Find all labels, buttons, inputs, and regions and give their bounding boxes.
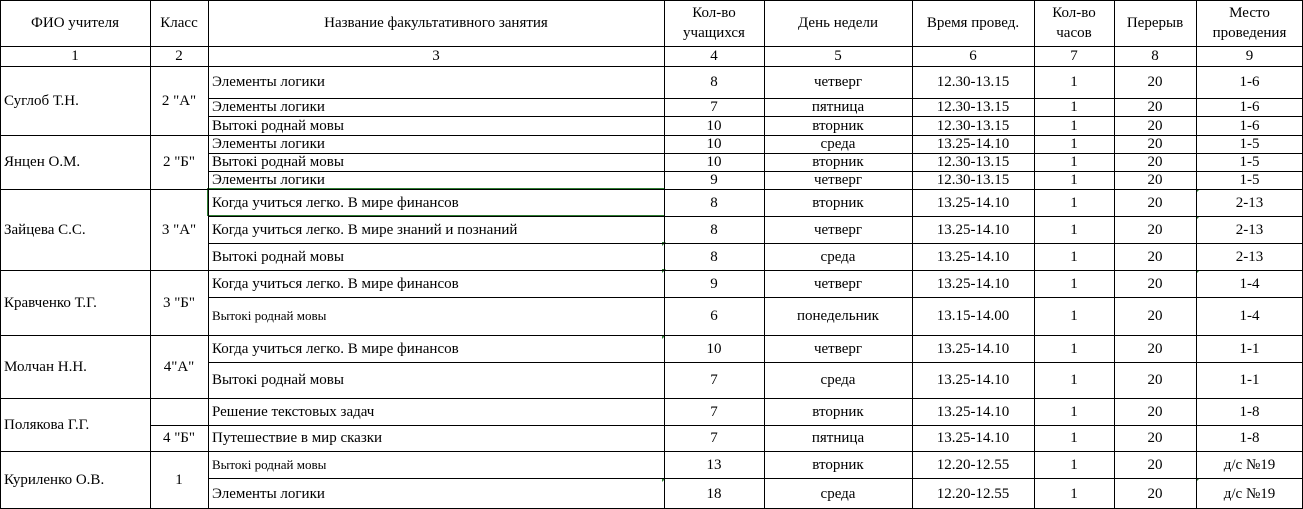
grid-hline [0, 270, 1303, 271]
day-cell[interactable]: вторник [812, 154, 864, 170]
break-cell[interactable]: 20 [1147, 136, 1163, 152]
teacher-cell[interactable]: Янцен О.М. [4, 154, 81, 170]
time-cell[interactable]: 13.25-14.10 [936, 194, 1010, 211]
day-cell[interactable]: понедельник [797, 308, 879, 324]
time-cell[interactable]: 13.15-14.00 [936, 308, 1010, 324]
day-cell[interactable]: вторник [812, 456, 864, 473]
teacher-cell[interactable]: Зайцева С.С. [4, 221, 86, 238]
hours-cell[interactable]: 1 [1070, 308, 1078, 324]
break-cell[interactable]: 20 [1147, 340, 1163, 357]
grid-vline [1196, 0, 1197, 509]
time-cell[interactable]: 12.30-13.15 [936, 154, 1010, 170]
break-cell[interactable]: 20 [1147, 456, 1163, 473]
header-hours [1034, 0, 1114, 46]
grid-hline [0, 189, 1303, 190]
column-number: 3 [432, 48, 440, 64]
class-cell[interactable]: 2 "А" [161, 92, 197, 109]
students-cell[interactable]: 7 [710, 372, 718, 388]
grid-hline [208, 153, 1303, 154]
hours-cell[interactable]: 1 [1070, 248, 1078, 265]
break-cell[interactable]: 20 [1147, 194, 1163, 211]
header-day: День недели [798, 15, 878, 31]
column-number: 9 [1245, 48, 1254, 64]
students-cell[interactable]: 9 [710, 172, 718, 188]
students-cell[interactable]: 7 [710, 99, 718, 115]
class-cell[interactable]: 1 [175, 472, 183, 488]
students-cell[interactable]: 8 [710, 74, 718, 90]
place-cell[interactable]: 2-13 [1235, 194, 1264, 211]
grid-hline [208, 116, 1303, 117]
header-class: Класс [160, 15, 198, 31]
day-cell[interactable]: пятница [811, 430, 865, 446]
course-cell[interactable]: Решение текстовых задач [212, 403, 375, 420]
hours-cell[interactable]: 1 [1070, 485, 1078, 502]
place-cell[interactable]: 1-5 [1239, 136, 1260, 152]
day-cell[interactable]: вторник [812, 403, 864, 420]
students-cell[interactable]: 10 [706, 118, 722, 134]
hours-cell[interactable]: 1 [1070, 154, 1078, 170]
course-cell[interactable]: Вытокі роднай мовы [212, 308, 327, 323]
students-cell[interactable]: 9 [710, 275, 718, 292]
course-cell[interactable]: Элементы логики [212, 485, 325, 502]
header-students-line2: учащихся [683, 25, 745, 41]
break-cell[interactable]: 20 [1147, 118, 1163, 134]
time-cell[interactable]: 12.20-12.55 [936, 456, 1010, 473]
grid-hline [208, 171, 1303, 172]
course-cell[interactable]: Вытокі роднай мовы [212, 248, 344, 265]
place-cell[interactable]: 1-6 [1239, 74, 1260, 90]
grid-hline [0, 398, 1303, 399]
grid-hline [208, 478, 1303, 479]
place-cell[interactable]: 1-1 [1239, 372, 1260, 388]
day-cell[interactable]: пятница [811, 99, 865, 115]
header-students-line1: Кол-во [692, 5, 736, 21]
break-cell[interactable]: 20 [1147, 74, 1163, 90]
hours-cell[interactable]: 1 [1070, 99, 1078, 115]
grid-hline [0, 451, 1303, 452]
day-cell[interactable]: среда [820, 136, 856, 152]
students-cell[interactable]: 10 [706, 136, 722, 152]
grid-vline [664, 0, 665, 509]
cell-selection [207, 188, 665, 216]
hours-cell[interactable]: 1 [1070, 372, 1078, 388]
place-cell[interactable]: 1-4 [1239, 308, 1260, 324]
students-cell[interactable]: 8 [710, 194, 718, 211]
course-cell[interactable]: Когда учиться легко. В мире финансов [212, 194, 459, 211]
time-cell[interactable]: 13.25-14.10 [936, 403, 1010, 420]
column-number: 1 [71, 48, 79, 64]
course-cell[interactable]: Путешествие в мир сказки [212, 430, 383, 446]
column-number: 6 [969, 48, 977, 64]
day-cell[interactable]: четверг [813, 340, 863, 357]
hours-cell[interactable]: 1 [1070, 136, 1078, 152]
grid-vline [0, 0, 1, 509]
class-cell[interactable]: 3 "Б" [162, 294, 196, 311]
hours-cell[interactable]: 1 [1070, 430, 1078, 446]
time-cell[interactable]: 13.25-14.10 [936, 340, 1010, 357]
grid-hline [0, 46, 1303, 47]
time-cell[interactable]: 13.25-14.10 [936, 248, 1010, 265]
grid-hline [0, 335, 1303, 336]
hours-cell[interactable]: 1 [1070, 221, 1078, 238]
students-cell[interactable]: 7 [710, 430, 718, 446]
class-cell[interactable]: 3 "А" [161, 221, 197, 238]
day-cell[interactable]: четверг [813, 74, 863, 90]
teacher-cell[interactable]: Молчан Н.Н. [4, 358, 87, 375]
column-number: 8 [1151, 48, 1159, 64]
column-number: 4 [710, 48, 718, 64]
break-cell[interactable]: 20 [1147, 248, 1163, 265]
break-cell[interactable]: 20 [1147, 403, 1163, 420]
grid-vline [1114, 0, 1115, 509]
grid-hline [208, 243, 1303, 244]
place-cell[interactable]: 1-4 [1239, 275, 1260, 292]
course-cell[interactable]: Вытокі роднай мовы [212, 372, 344, 388]
column-number: 5 [834, 48, 842, 64]
day-cell[interactable]: вторник [812, 194, 864, 211]
students-cell[interactable]: 10 [706, 154, 722, 170]
hours-cell[interactable]: 1 [1070, 118, 1078, 134]
break-cell[interactable]: 20 [1147, 308, 1163, 324]
break-cell[interactable]: 20 [1147, 485, 1163, 502]
day-cell[interactable]: вторник [812, 118, 864, 134]
header-time: Время провед. [926, 15, 1020, 31]
place-cell[interactable]: 1-1 [1239, 340, 1260, 357]
course-cell[interactable]: Элементы логики [212, 99, 325, 115]
hours-cell[interactable]: 1 [1070, 194, 1078, 211]
break-cell[interactable]: 20 [1147, 221, 1163, 238]
break-cell[interactable]: 20 [1147, 172, 1163, 188]
class-cell[interactable]: 4"А" [163, 358, 195, 375]
class-cell[interactable]: 4 "Б" [162, 430, 196, 446]
time-cell[interactable]: 13.25-14.10 [936, 221, 1010, 238]
break-cell[interactable]: 20 [1147, 99, 1163, 115]
time-cell[interactable]: 13.25-14.10 [936, 136, 1010, 152]
place-cell[interactable]: 2-13 [1235, 248, 1264, 265]
course-cell[interactable]: Вытокі роднай мовы [212, 118, 344, 134]
hours-cell[interactable]: 1 [1070, 403, 1078, 420]
grid-vline [150, 0, 151, 509]
teacher-cell[interactable]: Суглоб Т.Н. [4, 92, 79, 109]
time-cell[interactable]: 12.30-13.15 [936, 172, 1010, 188]
place-cell[interactable]: 1-5 [1239, 154, 1260, 170]
day-cell[interactable]: четверг [813, 221, 863, 238]
break-cell[interactable]: 20 [1147, 154, 1163, 170]
time-cell[interactable]: 12.30-13.15 [936, 118, 1010, 134]
hours-cell[interactable]: 1 [1070, 172, 1078, 188]
grid-hline [208, 297, 1303, 298]
students-cell[interactable]: 6 [710, 308, 718, 324]
students-cell[interactable]: 8 [710, 221, 718, 238]
break-cell[interactable]: 20 [1147, 275, 1163, 292]
students-cell[interactable]: 8 [710, 248, 718, 265]
day-cell[interactable]: среда [820, 248, 856, 265]
header-students [664, 0, 764, 46]
place-cell[interactable]: 1-8 [1239, 403, 1260, 420]
teacher-cell[interactable]: Полякова Г.Г. [4, 416, 90, 433]
grid-hline [0, 0, 1303, 1]
header-hours-line2: часов [1056, 25, 1092, 41]
course-cell[interactable]: Когда учиться легко. В мире финансов [212, 340, 459, 357]
grid-hline [150, 425, 1303, 426]
place-cell[interactable]: 1-8 [1239, 430, 1260, 446]
time-cell[interactable]: 12.30-13.15 [936, 74, 1010, 90]
time-cell[interactable]: 13.25-14.10 [936, 372, 1010, 388]
place-cell[interactable]: 2-13 [1235, 221, 1264, 238]
place-cell[interactable]: д/с №19 [1223, 485, 1276, 502]
header-hours-line1: Кол-во [1052, 5, 1096, 21]
day-cell[interactable]: четверг [813, 275, 863, 292]
time-cell[interactable]: 13.25-14.10 [936, 430, 1010, 446]
time-cell[interactable]: 12.30-13.15 [936, 99, 1010, 115]
course-cell[interactable]: Когда учиться легко. В мире финансов [212, 275, 459, 292]
course-cell[interactable]: Элементы логики [212, 136, 325, 152]
header-course: Название факультативного занятия [324, 15, 548, 31]
students-cell[interactable]: 10 [706, 340, 722, 357]
grid-hline [208, 216, 1303, 217]
grid-vline [1034, 0, 1035, 509]
header-teacher: ФИО учителя [31, 15, 119, 31]
column-number: 7 [1070, 48, 1078, 64]
place-cell[interactable]: 1-6 [1239, 99, 1260, 115]
day-cell[interactable]: среда [820, 372, 856, 388]
grid-hline [208, 98, 1303, 99]
hours-cell[interactable]: 1 [1070, 275, 1078, 292]
place-cell[interactable]: д/с №19 [1223, 456, 1276, 473]
students-cell[interactable]: 7 [710, 403, 718, 420]
header-break: Перерыв [1126, 15, 1184, 31]
place-cell[interactable]: 1-6 [1239, 118, 1260, 134]
grid-hline [208, 362, 1303, 363]
hours-cell[interactable]: 1 [1070, 456, 1078, 473]
header-place [1196, 0, 1303, 46]
day-cell[interactable]: среда [820, 485, 856, 502]
break-cell[interactable]: 20 [1147, 372, 1163, 388]
grid-vline [208, 0, 209, 509]
grid-hline [0, 66, 1303, 67]
hours-cell[interactable]: 1 [1070, 74, 1078, 90]
students-cell[interactable]: 13 [706, 456, 722, 473]
course-cell[interactable]: Элементы логики [212, 74, 325, 90]
grid-vline [912, 0, 913, 509]
class-cell[interactable]: 2 "Б" [162, 154, 196, 170]
header-place-line1: Место [1229, 5, 1270, 21]
day-cell[interactable]: четверг [813, 172, 863, 188]
course-cell[interactable]: Элементы логики [212, 172, 325, 188]
hours-cell[interactable]: 1 [1070, 340, 1078, 357]
time-cell[interactable]: 13.25-14.10 [936, 275, 1010, 292]
course-cell[interactable]: Вытокі роднай мовы [212, 456, 327, 472]
place-cell[interactable]: 1-5 [1239, 172, 1260, 188]
teacher-cell[interactable]: Кравченко Т.Г. [4, 294, 97, 311]
teacher-cell[interactable]: Куриленко О.В. [4, 472, 105, 488]
students-cell[interactable]: 18 [706, 485, 722, 502]
course-cell[interactable]: Когда учиться легко. В мире знаний и познаний [212, 221, 518, 238]
column-number: 2 [175, 48, 183, 64]
course-cell[interactable]: Вытокі роднай мовы [212, 154, 344, 170]
time-cell[interactable]: 12.20-12.55 [936, 485, 1010, 502]
break-cell[interactable]: 20 [1147, 430, 1163, 446]
grid-vline [764, 0, 765, 509]
grid-hline [0, 135, 1303, 136]
header-place-line2: проведения [1212, 25, 1287, 41]
